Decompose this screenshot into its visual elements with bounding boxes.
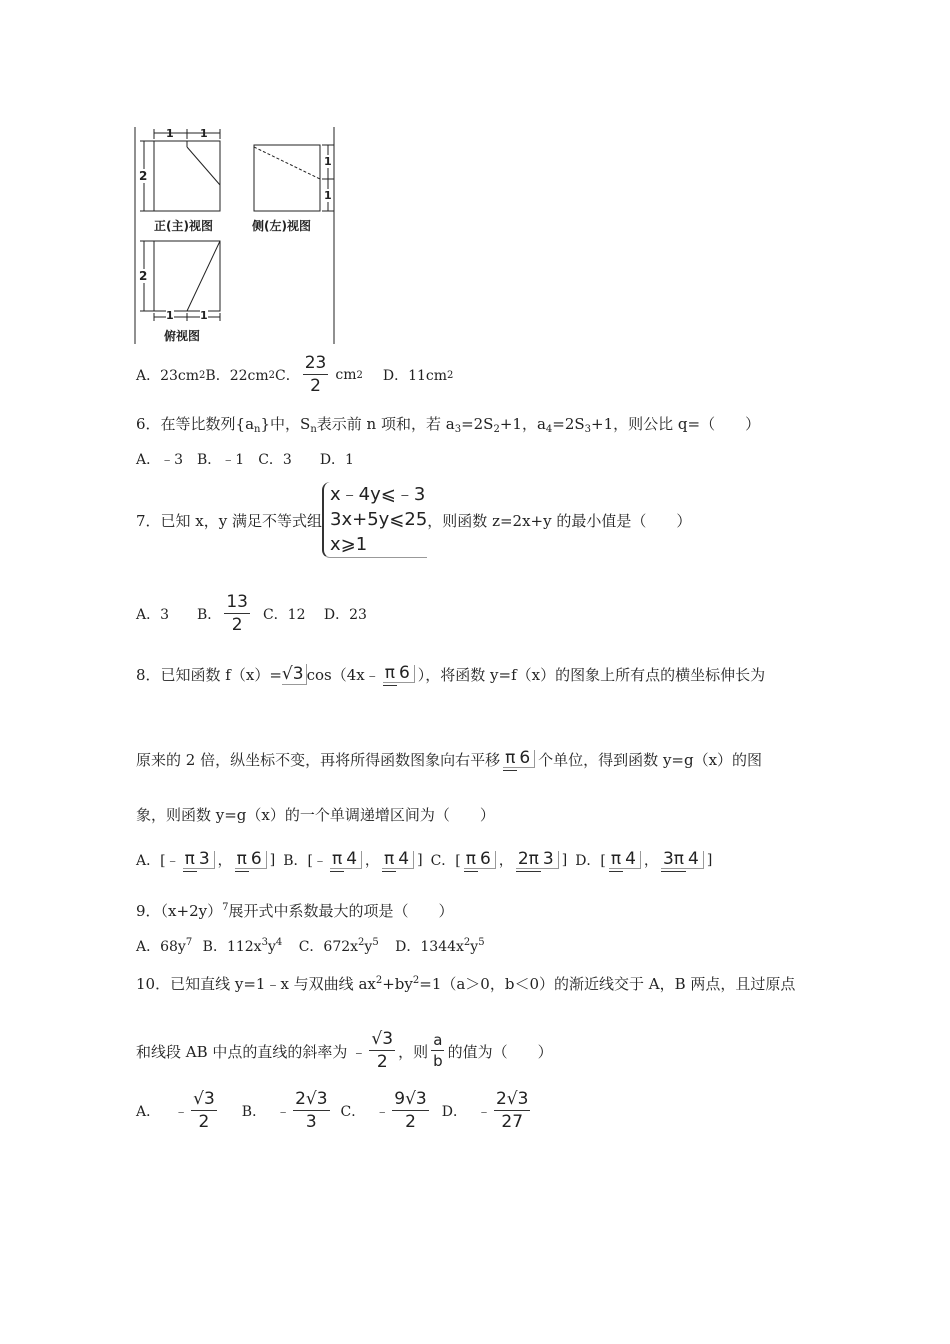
question-10-line-1: 10．已知直线 y=1﹣x 与双曲线 $ax^2+by^2=1(a>0$，b＜0）的渐近线交于 A，B 两点，且过原点: [136, 975, 796, 993]
question-8-line-2: 原来的 2 倍，纵坐标不变，再将所得函数图象向右平移 π 6 个单位，得到函数 y=g（x）的图: [136, 735, 762, 783]
fraction-a-b: $\frac{a}{b}$: [433, 1031, 443, 1070]
three-view-figure: [134, 127, 336, 344]
fraction-23-2: $\frac{23}{2}$: [304, 353, 327, 396]
question-6: 6．在等比数列$\{a_n\}$中，$S_n$表示前 n 项和，若 $a_3=2S_2+1$，$a_4=2S_3+1$，则公比 q=（ ）: [136, 415, 761, 435]
q7-options: A．3 B． $\frac{13}{2}$ C．12 D．23: [136, 592, 367, 635]
dim-label: 1: [324, 189, 332, 202]
side-view-label: 侧(左)视图: [252, 219, 311, 233]
q5-options: A．23cm 2 B．22cm 2 C． $\frac{23}{2}$ cm 2 D．11cm 2: [136, 353, 454, 396]
question-9: 9．$(x+2y)^7$展开式中系数最大的项是（ ）: [136, 902, 454, 920]
q8-option-d: D．[ π 4 ， 3π 4 ]: [575, 850, 712, 870]
q8-option-b: B．[﹣ π 4 ， π 4 ]: [283, 850, 422, 870]
question-7: 7．已知 x，y 满足不等式组 x﹣4y⩽﹣3 3x+5y⩽25 x⩾1 ，则函数 z=2x+y 的最小值是（ ）: [136, 478, 691, 562]
fraction-13-2: $\frac{13}{2}$: [226, 592, 248, 635]
question-10-line-2: 和线段 AB 中点的直线的斜率为 ﹣ $\frac{√3}{2}$ ，则 $\frac{a}{b}$ 的值为（ ）: [136, 1029, 553, 1072]
dim-label: 1: [200, 127, 208, 140]
fraction-sqrt3-2: $\frac{√3}{2}$: [371, 1029, 394, 1072]
fraction-pi-6: π 6: [383, 665, 415, 683]
dim-label: 2: [139, 169, 148, 183]
dim-label: 1: [200, 309, 208, 322]
sqrt-3: √3: [282, 664, 307, 685]
q8-option-a: A．[﹣ π 3 ， π 6 ]: [136, 850, 275, 870]
q8-options: [136, 836, 712, 884]
q6-options: A．﹣3 B．﹣1 C．3 D．1: [136, 452, 354, 468]
inequality-system: x﹣4y⩽﹣3 3x+5y⩽25 x⩾1: [322, 482, 427, 558]
dim-label: 1: [166, 309, 174, 322]
front-view-label: 正(主)视图: [154, 219, 213, 233]
dim-label: 1: [324, 155, 332, 168]
dim-label: 1: [166, 127, 174, 140]
three-view-drawing: [134, 127, 336, 344]
question-8-line-1: 8．已知函数 f（x）= √3 cos（4x﹣ π 6 ），将函数 y=f（x）的图象上所有点的横坐标伸长为: [136, 650, 765, 698]
q9-options: A．$68y^7$ B．$112x^3y^4$ C．$672x^2y^5$ D．$1344x^2y^5$: [136, 937, 485, 955]
top-view-label: 俯视图: [164, 329, 201, 343]
dim-label: 2: [139, 269, 148, 283]
q10-options: A． ﹣ $\frac{√3}{2}$ B． ﹣ $\frac{2√3}{3}$ C． ﹣ $\frac{9√3}{2}$ D． ﹣ $\frac{2√3}{27}$: [136, 1089, 529, 1132]
q8-option-c: C．[ π 6 ， 2π 3 ]: [431, 850, 568, 870]
fraction-pi-6: π 6: [503, 750, 535, 768]
question-8-line-3: 象，则函数 y=g（x）的一个单调递增区间为（ ）: [136, 806, 495, 824]
